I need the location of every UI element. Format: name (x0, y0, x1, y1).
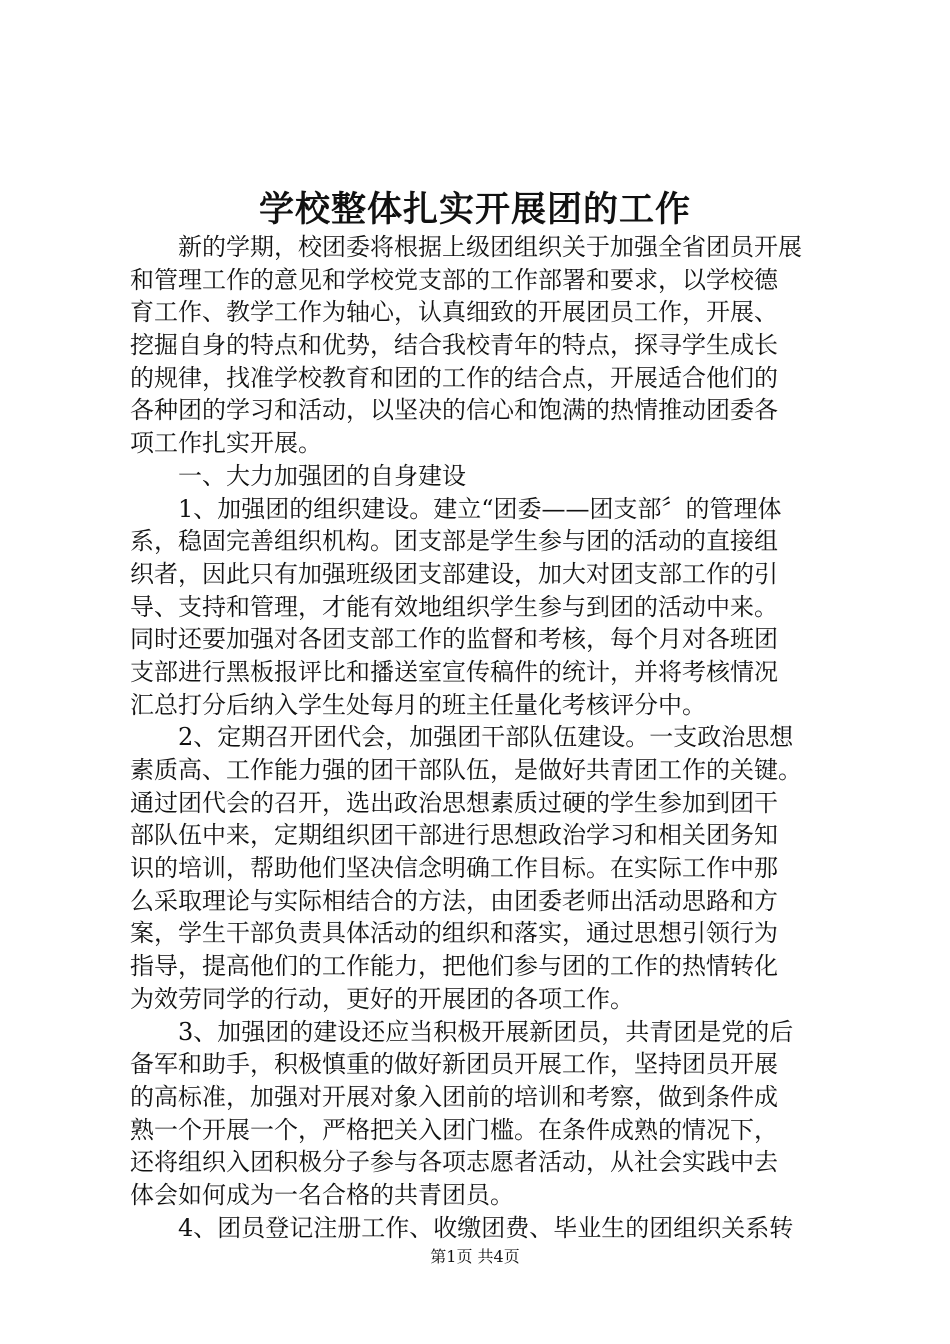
text-line: 1、加强团的组织建设。建立“团委——团支部〞的管理体 (178, 494, 782, 523)
text-line: 新的学期，校团委将根据上级团组织关于加强全省团员开展 (178, 233, 802, 261)
text-line: 么采取理论与实际相结合的方法，由团委老师出活动思路和方 (130, 886, 778, 915)
text-line: 织者，因此只有加强班级团支部建设，加大对团支部工作的引 (130, 559, 778, 588)
text-line: 汇总打分后纳入学生处每月的班主任量化考核评分中。 (130, 690, 706, 719)
text-line: 指导，提高他们的工作能力，把他们参与团的工作的热情转化 (130, 952, 778, 981)
text-line: 识的培训，帮助他们坚决信念明确工作目标。在实际工作中那 (130, 854, 778, 883)
document-title: 学校整体扎实开展团的工作 (258, 189, 691, 230)
text-line: 一、大力加强团的自身建设 (178, 461, 466, 490)
text-line: 的规律，找准学校教育和团的工作的结合点，开展适合他们的 (130, 363, 778, 392)
text-line: 部队伍中来，定期组织团干部进行思想政治学习和相关团务知 (130, 821, 778, 850)
page-footer: 第1页 共4页 (430, 1247, 520, 1266)
text-line: 各种团的学习和活动，以坚决的信心和饱满的热情推动团委各 (130, 396, 778, 425)
text-line: 的高标准，加强对开展对象入团前的培训和考察，做到条件成 (130, 1082, 778, 1111)
text-line: 挖掘自身的特点和优势，结合我校青年的特点，探寻学生成长 (130, 331, 778, 360)
text-line: 项工作扎实开展。 (130, 429, 322, 458)
text-line: 和管理工作的意见和学校党支部的工作部署和要求，以学校德 (130, 265, 778, 294)
text-line: 备军和助手，积极慎重的做好新团员开展工作，坚持团员开展 (130, 1050, 778, 1079)
text-line: 案，学生干部负责具体活动的组织和落实，通过思想引领行为 (130, 919, 778, 948)
text-line: 2、定期召开团代会，加强团干部队伍建设。一支政治思想 (178, 723, 794, 752)
text-line: 导、支持和管理，才能有效地组织学生参与到团的活动中来。 (130, 592, 778, 621)
text-line: 为效劳同学的行动，更好的开展团的各项工作。 (130, 984, 634, 1013)
text-line: 通过团代会的召开，选出政治思想素质过硬的学生参加到团干 (130, 788, 778, 817)
text-line: 体会如何成为一名合格的共青团员。 (130, 1180, 514, 1209)
text-line: 4、团员登记注册工作、收缴团费、毕业生的团组织关系转 (178, 1213, 794, 1242)
text-line: 支部进行黑板报评比和播送室宣传稿件的统计，并将考核情况 (130, 657, 778, 686)
text-line: 熟一个开展一个，严格把关入团门槛。在条件成熟的情况下， (130, 1115, 778, 1144)
text-line: 3、加强团的建设还应当积极开展新团员，共青团是党的后 (178, 1017, 794, 1046)
text-line: 育工作、教学工作为轴心，认真细致的开展团员工作，开展、 (130, 298, 778, 327)
text-line: 系，稳固完善组织机构。团支部是学生参与团的活动的直接组 (130, 527, 778, 556)
text-line: 同时还要加强对各团支部工作的监督和考核，每个月对各班团 (130, 625, 778, 654)
text-line: 还将组织入团积极分子参与各项志愿者活动，从社会实践中去 (130, 1148, 778, 1177)
text-line: 素质高、工作能力强的团干部队伍，是做好共青团工作的关键。 (130, 756, 802, 784)
document-body (130, 231, 838, 1244)
